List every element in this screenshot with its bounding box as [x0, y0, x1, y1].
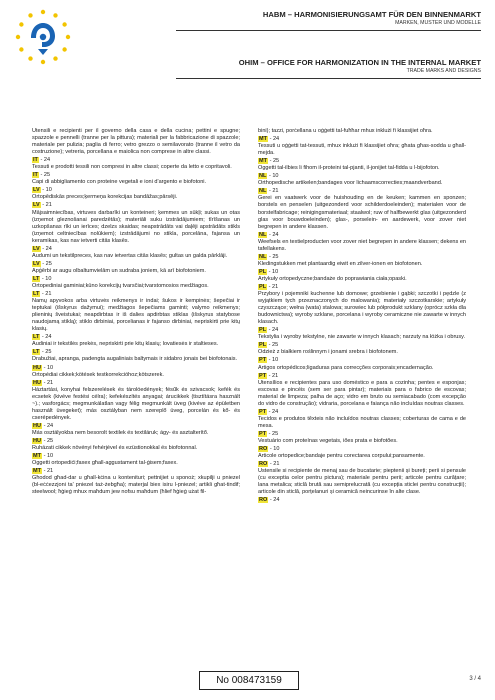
- language-code: PT: [259, 430, 267, 437]
- goods-entry: [32, 468, 240, 496]
- language-code: RO: [259, 497, 268, 504]
- class-number: - 24: [40, 157, 51, 164]
- office-subtitle-de: MARKEN, MUSTER UND MODELLE: [395, 20, 481, 26]
- language-class-line: [258, 461, 466, 468]
- goods-description: Ustensile si recipiente de menaj sau de bucatarie; pieptenii și bureți; perii si pensule (cu exceptia celor pentru pictura); materiale pentru perii; articole pentru curățare; lana metalica; sticlă brută sau semiprelucrată (cu excepția sticlei pentru construcții); articole din sticlă, porțelanuri și ceramică neincurinse în alte clase.: [258, 468, 466, 496]
- language-code: LV: [33, 202, 40, 209]
- language-class-line: [258, 431, 466, 438]
- goods-entry: [32, 276, 240, 290]
- language-class-line: [32, 380, 240, 387]
- class-number: - 10: [268, 357, 279, 364]
- language-class-line: [32, 276, 240, 283]
- class-number: - 21: [42, 202, 52, 209]
- page-number: 3 / 4: [469, 676, 481, 682]
- language-class-line: [32, 365, 240, 372]
- goods-entry: [258, 254, 466, 268]
- goods-entry: [32, 291, 240, 333]
- class-number: - 24: [268, 327, 279, 334]
- goods-entry: [258, 409, 466, 430]
- language-class-line: [32, 261, 240, 268]
- left-text-column: [32, 128, 240, 638]
- class-number: - 25: [41, 349, 52, 356]
- header-divider: [176, 78, 481, 79]
- class-number: - 25: [43, 437, 54, 444]
- goods-description: Ruházati cikkek növényi fehérjével és ezüstionokkal és biofotonnal.: [32, 445, 198, 452]
- language-class-line: [258, 136, 466, 143]
- language-code: PL: [259, 342, 267, 349]
- goods-description: Vestuário com proteínas vegetais, iões prata e biofotões.: [258, 437, 398, 444]
- class-number: - 24: [42, 245, 52, 252]
- language-class-line: [258, 342, 466, 349]
- class-number: - 21: [43, 468, 54, 475]
- language-class-line: [258, 254, 466, 261]
- goods-entry: [32, 187, 240, 201]
- language-code: HU: [33, 437, 42, 444]
- language-code: PL: [259, 327, 267, 334]
- goods-entry: [32, 380, 240, 422]
- class-number: - 21: [269, 461, 280, 468]
- goods-entry: [258, 128, 466, 135]
- language-class-line: [258, 373, 466, 380]
- goods-description: Articole ortopedice;bandaje pentru corectarea corpului;pansamente.: [258, 453, 425, 460]
- language-class-line: [32, 438, 240, 445]
- class-number: - 24: [268, 408, 279, 415]
- language-class-line: [258, 158, 466, 165]
- language-code: RO: [259, 461, 268, 468]
- language-code: PT: [259, 408, 267, 415]
- class-number: - 10: [42, 187, 52, 194]
- class-number: - 10: [268, 173, 279, 180]
- language-class-line: [258, 446, 466, 453]
- language-class-line: [32, 172, 240, 179]
- document-number: No 008473159: [199, 671, 299, 690]
- language-class-line: [258, 188, 466, 195]
- goods-description: Tecidos e produtos têxteis não incluídos noutras classes; coberturas de cama e de mesa.: [258, 415, 466, 429]
- class-number: - 10: [268, 268, 279, 275]
- goods-description: Mājsaimniecības, virtuves darbarīki un konteineri; ķemmes un sūkļi; sukas un otas (izņemot gleznošanai paredzētās); materiāli suku izstrādājumiem; tīrīšanas un uzkopšanas rīki un ierīces; dzelzs skaidas; neapstrādāts vai daļēji apstrādāts stikls (izņemot celtniecības nolūkiem); izstrādājumi no stikla, porcelāna, fajansa un keramikas, kas nav ietverti citās klasēs.: [32, 209, 240, 244]
- class-number: - 24: [268, 231, 279, 238]
- language-class-line: [32, 291, 240, 298]
- goods-entry: [32, 128, 240, 156]
- goods-entry: [32, 438, 240, 452]
- language-code: HU: [33, 364, 42, 371]
- goods-description: Artykuły ortopedyczne;bandaże do poprawiania ciała;opaski.: [258, 275, 407, 282]
- language-code: MT: [33, 453, 42, 460]
- class-number: - 24: [41, 334, 52, 341]
- header-divider: [176, 30, 481, 31]
- language-code: HU: [33, 422, 42, 429]
- goods-description: Weefsels en textielproducten voor zover niet begrepen in andere klassen; dekens en tafellakens.: [258, 238, 466, 252]
- office-title-en: OHIM – OFFICE FOR HARMONIZATION IN THE INTERNAL MARKET: [238, 58, 481, 67]
- class-number: - 21: [268, 188, 279, 195]
- goods-description: Namų apyvokos arba virtuvės reikmenys ir indai; šukos ir kempinės; šepečiai ir teptukai (išskyrus dažymui); medžiagos šepečiams gaminti; valymo reikmenys; plieninių šveistukai; neapdirbtas ir iš dalies apdirbtas stiklas (išskyrus statybose naudojamą stiklą); stiklo dirbiniai, porcelianas ir fajanso dirbiniai, nepriskirti prie kitų klasių.: [32, 298, 240, 333]
- language-code: IT: [33, 157, 38, 164]
- goods-entry: [32, 423, 240, 437]
- goods-entry: [258, 373, 466, 408]
- class-number: - 25: [268, 253, 279, 260]
- class-number: - 25: [268, 430, 279, 437]
- language-code: MT: [259, 136, 268, 143]
- language-code: NL: [259, 173, 267, 180]
- goods-description: Odzież z białkiem roślinnym i jonami srebra i biofotonem.: [258, 349, 398, 356]
- goods-entry: [258, 269, 466, 283]
- goods-description: Utensili e recipienti per il governo della casa e della cucina; pettini e spugne; spazzole e pennelli (tranne per la pittura); materiali per la fabbricazione di spazzole; materiale per pulizia; paglia di ferro; vetro grezzo o semilavorato (tranne il vetro da costruzione); vetreria, porcellana e maiolica non comprese in altre classi.: [32, 128, 240, 156]
- class-number: - 25: [42, 260, 52, 267]
- language-class-line: [32, 187, 240, 194]
- goods-entry: [258, 188, 466, 230]
- goods-description: Oggetti ortopedići;faxex għall-aggustament tal-ġisem;faxex.: [32, 460, 178, 467]
- goods-description: Más osztályokba nem besorolt textilek és textiláruk; ágy- és asztalterítő.: [32, 429, 209, 436]
- class-number: - 25: [269, 158, 280, 165]
- goods-description: Tessuti u oġġetti tat-tessuti, mhux inklużi fi klassijiet oħra; għata għas-sodda u għall-mejda.: [258, 143, 466, 157]
- goods-description: Ortopēdiskās preces;ķermeņa korekcijas bandāžas;pārsēji.: [32, 194, 178, 201]
- goods-entry: [258, 136, 466, 157]
- language-class-line: [258, 173, 466, 180]
- language-code: PT: [259, 357, 267, 364]
- trademark-emblem-icon: [31, 23, 55, 55]
- language-class-line: [258, 497, 466, 504]
- goods-description: Audumi un tekstilpreces, kas nav ietvertas citās klasēs; gultas un galda pārklāji.: [32, 252, 228, 259]
- ohim-logo: [12, 6, 74, 68]
- goods-description: Audiniai ir tekstilės prekės, nepriskirti prie kitų klasių; lovatiesės ir staltieses.: [32, 341, 219, 348]
- language-class-line: [32, 246, 240, 253]
- language-code: PL: [259, 268, 267, 275]
- class-number: - 24: [43, 422, 54, 429]
- goods-description: Drabužiai, apranga, padengta augaliniais baltymais ir sidabro jonais bei biofotonais.: [32, 356, 238, 363]
- class-number: - 24: [269, 136, 280, 143]
- class-number: - 21: [43, 379, 54, 386]
- goods-description: Gerei en vaatwerk voor de huishouding en de keuken; kammen en sponzen; borstels en penselen (uitgezonderd voor schilderdoeleinden); materialen voor de borstelfabricage; reinigingsmateriaal; staalwol; ruw of halfbewerkt glas (uitgezonderd glas voor bouwdoeleinden); glas-, porselein- en aardewerk, voor zover niet begrepen in andere klassen.: [258, 195, 466, 230]
- goods-description: Kledingstukken met plantaardig eiwit en zilver-ionen en biofotonen.: [258, 260, 423, 267]
- language-code: NL: [259, 188, 267, 195]
- goods-description: Ortopédiai cikkek;kötések testkorrekcióhoz;kötszerek.: [32, 371, 164, 378]
- language-code: PT: [259, 372, 267, 379]
- goods-description: bini); tazzi, porċellana u oġġetti tal-fuħħar mhux inklużi fi klassijiet oħra.: [258, 128, 433, 134]
- language-code: LT: [33, 349, 40, 356]
- language-code: PL: [259, 283, 267, 290]
- goods-description: Artigos ortopédicos;ligaduras para correcções corporais;encadernação.: [258, 364, 434, 371]
- goods-entry: [258, 446, 466, 460]
- language-class-line: [32, 334, 240, 341]
- language-class-line: [258, 327, 466, 334]
- language-class-line: [258, 284, 466, 291]
- goods-entry: [258, 158, 466, 172]
- goods-description: Háztartási, konyhai felszerelések és tárolóedények; fésűk és szivacsok; kefék és ecsetek (kivéve festési célra); kefekészítés anyagai; árucikkek (tisztításra használt ~).; vasforgács; megmunkálatlan vagy félig megmunkált üveg (kivéve az épületben használt üvegeket); más osztályban nem szereplő üveg, porcelán és kő- és cserépedények.: [32, 386, 240, 421]
- goods-entry: [32, 334, 240, 348]
- goods-description: Utensílios e recipientes para uso doméstico e para a cozinha; pentes e esponjas; escovas e pincéis (sem ser para pintar); materiais para o fabrico de escovas; material de limpeza; palha de aço; vidro em bruto ou semiacabado (com excepção do vidro de construção); vidraria, porcelana e faiança não incluídas noutras classes.: [258, 379, 466, 407]
- goods-entry: [32, 453, 240, 467]
- language-class-line: [258, 269, 466, 276]
- goods-entry: [32, 157, 240, 171]
- goods-entry: [32, 172, 240, 186]
- goods-description: Apģērbi ar augu olbaltumvielām un sudraba joniem, kā arī biofotoniem.: [32, 267, 206, 274]
- language-class-line: [32, 453, 240, 460]
- language-class-line: [32, 423, 240, 430]
- language-code: NL: [259, 253, 267, 260]
- class-number: - 21: [268, 372, 279, 379]
- class-number: - 10: [43, 364, 54, 371]
- goods-entry: [32, 202, 240, 244]
- goods-description: Ortopediniai gaminiai;kūno korekcijų tvarsčiai;tvarstomosios medžiagos.: [32, 282, 209, 289]
- goods-entry: [32, 246, 240, 260]
- language-class-line: [258, 409, 466, 416]
- class-number: - 25: [268, 342, 279, 349]
- goods-description: Oggetti tal-ilbies li fihom il-proteini tal-pjanti, il-jonijiet tal-fidda u l-bijofoton.: [258, 165, 440, 172]
- class-number: - 10: [269, 446, 280, 453]
- language-code: LT: [33, 334, 40, 341]
- language-class-line: [32, 157, 240, 164]
- class-number: - 21: [268, 283, 279, 290]
- class-number: - 10: [43, 453, 54, 460]
- language-code: LV: [33, 187, 40, 194]
- language-code: LV: [33, 260, 40, 267]
- language-code: NL: [259, 231, 267, 238]
- goods-entry: [258, 327, 466, 341]
- goods-entry: [258, 431, 466, 445]
- language-code: LT: [33, 275, 40, 282]
- goods-entry: [32, 349, 240, 363]
- right-text-column: [258, 128, 466, 638]
- goods-entry: [258, 497, 466, 504]
- language-code: HU: [33, 379, 42, 386]
- class-number: - 25: [40, 172, 51, 179]
- goods-entry: [258, 173, 466, 187]
- goods-description: Tekstylia i wyroby tekstylne, nie zawarte w innych klasach; narzuty na łóżka i obrusy.: [258, 334, 466, 341]
- language-code: LV: [33, 245, 40, 252]
- class-number: - 24: [269, 497, 280, 504]
- goods-description: Capi di abbigliamento con proteine vegetali e ioni d'argento e biofotoni.: [32, 179, 207, 186]
- goods-description: Przybory i pojemniki kuchenne lub domowe; grzebienie i gąbki; szczotki i pędzle (z wyjątkiem tych przeznaczonych do malowania); materiały szczotkarskie; artykuły czyszczące; wełna (wata) stalowa; surowiec lub półprodukt szklany (oprócz szkła dla budownictwa); wyroby szklane, porcelana i wyroby ceramiczne nie zawarte w innych klasach.: [258, 291, 466, 326]
- class-number: - 10: [41, 275, 52, 282]
- language-code: RO: [259, 446, 268, 453]
- language-code: MT: [33, 468, 42, 475]
- goods-description: Tessuti e prodotti tessili non compresi in altre classi; coperte da letto e copritavoli.: [32, 164, 232, 171]
- office-subtitle-en: TRADE MARKS AND DESIGNS: [406, 68, 481, 74]
- goods-entry: [258, 461, 466, 496]
- language-class-line: [32, 349, 240, 356]
- goods-entry: [258, 342, 466, 356]
- goods-description: Għodod għad-dar u għall-kċina u kontenituri; pettnijiet u sponoż; xkupilji u pniezel (bl-eċċezzjoni ta' pniezel taż-żebgħa); materjal biex isiru l-pniezel; artikli għat-tindif; steelwool; ħġieġ mhux maħdum jew nofsu maħdum (ħlief ħġieġ użat fil-: [32, 475, 240, 496]
- goods-entry: [32, 261, 240, 275]
- goods-entry: [258, 232, 466, 253]
- language-class-line: [32, 468, 240, 475]
- language-class-line: [258, 357, 466, 364]
- office-title-de: HABM – HARMONISIERUNGSAMT FÜR DEN BINNENMARKT: [262, 10, 481, 19]
- goods-description: Orthopedische artikelen;bandages voor lichaamscorrecties;maandverband.: [258, 180, 443, 187]
- language-class-line: [258, 232, 466, 239]
- goods-entry: [32, 365, 240, 379]
- language-class-line: [32, 202, 240, 209]
- language-code: LT: [33, 291, 40, 298]
- class-number: - 21: [41, 291, 52, 298]
- goods-entry: [258, 357, 466, 371]
- language-code: MT: [259, 158, 268, 165]
- language-code: IT: [33, 172, 38, 179]
- goods-entry: [258, 284, 466, 326]
